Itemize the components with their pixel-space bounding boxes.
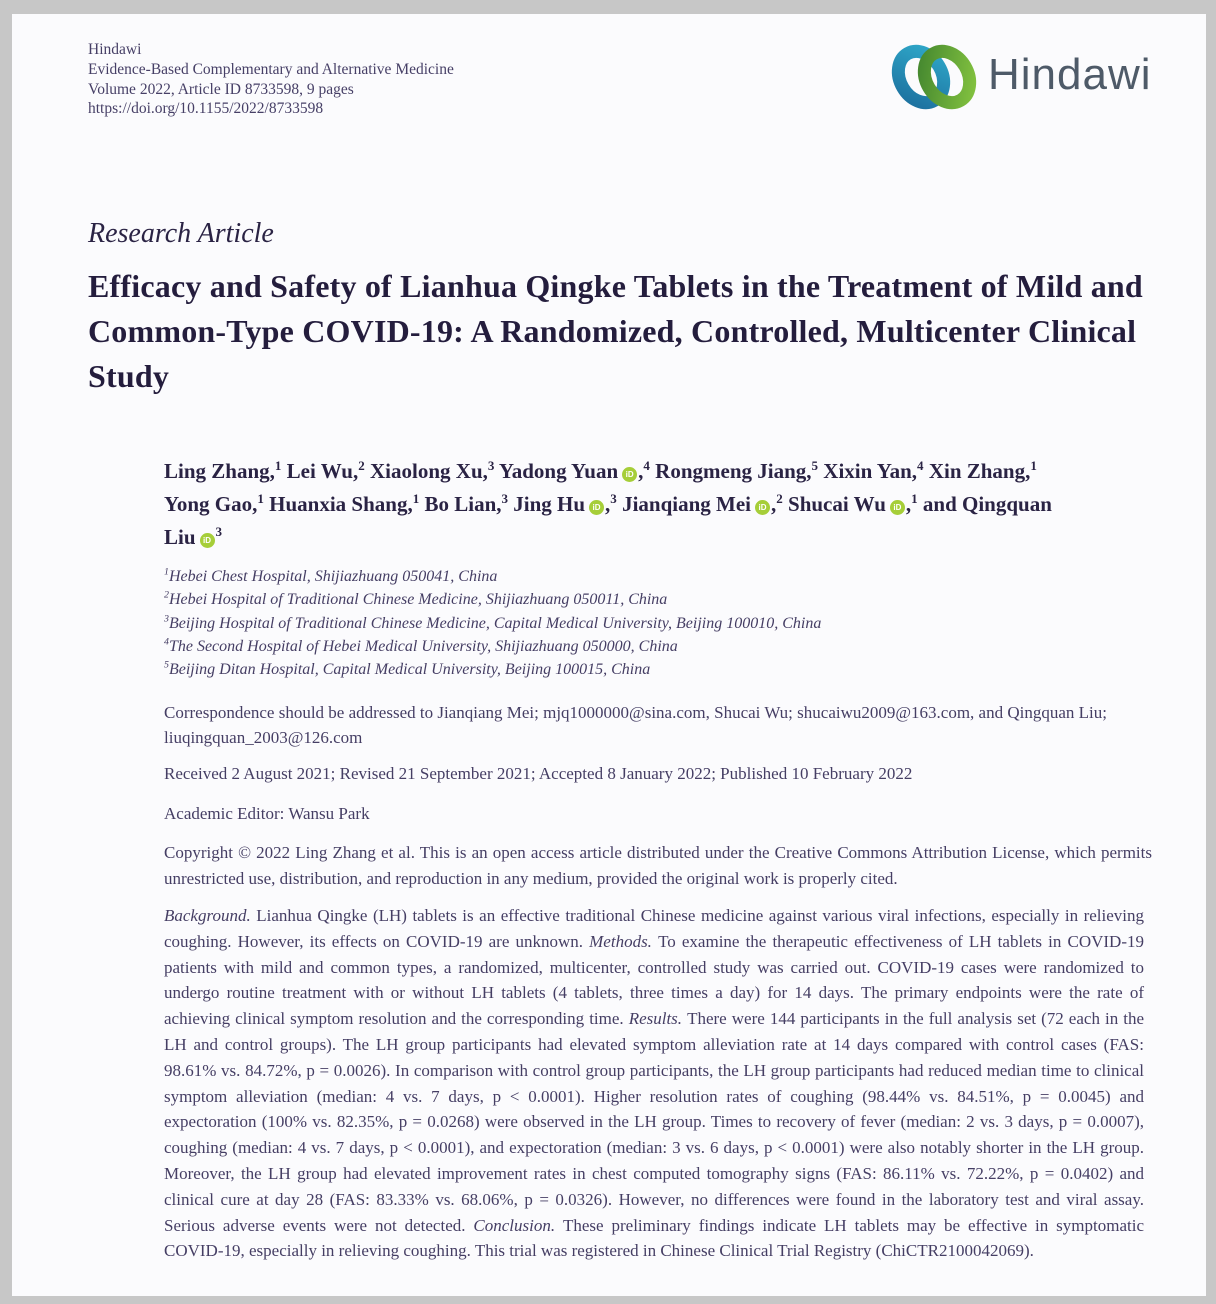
publisher-name: Hindawi [88, 41, 142, 58]
orcid-icon[interactable]: iD [890, 500, 905, 515]
author-affiliation-number: 3 [610, 491, 617, 506]
hindawi-rings-icon [888, 40, 980, 114]
copyright-notice: Copyright © 2022 Ling Zhang et al. This is an open access article distributed under the Creative Commons Attribution License, which permits unrestricted use, distribution, and reproduction in any medium, provided the original work is properly cited. [164, 843, 1152, 888]
affiliation-number: 5 [164, 659, 169, 671]
abstract-section-label: Conclusion. [473, 1215, 563, 1235]
author-name: Huanxia Shang [269, 492, 408, 516]
author-affiliation-number: 1 [257, 491, 264, 506]
author-name: Yadong Yuan [498, 459, 619, 483]
hindawi-wordmark: Hindawi [988, 50, 1152, 99]
affiliation-line: $^1$Hebei Chest Hospital, Shijiazhuang 050041, China [164, 566, 498, 585]
author-affiliation-number: 1 [1030, 458, 1037, 473]
affiliation-number: 1 [164, 566, 169, 578]
abstract-section-text: Lianhua Qingke (LH) tablets is an effective traditional Chinese medicine against various viral infections, especially in relieving coughing. However, its effects on COVID-19 are unknown. [164, 906, 1144, 951]
abstract-section-label: Methods. [589, 931, 659, 951]
author-name: Jing Hu [513, 492, 586, 516]
abstract-section-label: Background. [164, 906, 257, 925]
author-affiliation-number: 3 [501, 491, 509, 506]
affiliation-line: $^4$The Second Hospital of Hebei Medical University, Shijiazhuang 050000, China [164, 636, 678, 655]
doi-link[interactable]: https://doi.org/10.1155/2022/8733598 [88, 100, 324, 118]
orcid-icon[interactable]: iD [755, 500, 770, 515]
author-name: Rongmeng Jiang [655, 459, 807, 483]
affiliation-number: 2 [164, 589, 169, 601]
abstract-section-text: There were 144 participants in the full analysis set (72 each in the LH and control groups). The LH group participants had elevated symptom alleviation rate at 14 days compared with control cases (FAS: 98.61% vs. 84.72%, p = 0.0026). In comparison with control group participants, the LH group participants had reduced median time to clinical symptom alleviation (median: 4 vs. 7 days, p < 0.0001). Higher resolution rates of coughing (98.44% vs. 84.51%, p = 0.0045) and expectoration (100% vs. 82.35%, p = 0.0268) were observed in the LH group. Times to recovery of fever (median: 2 vs. 3 days, p = 0.0007), coughing (median: 4 vs. 7 days, p < 0.0001), and expectoration (median: 3 vs. 6 days, p < 0.0001) were also notably shorter in the LH group. Moreover, the LH group had elevated improvement rates in chest computed tomography signs (FAS: 86.11% vs. 72.22%, p = 0.0402) and clinical cure at day 28 (FAS: 83.33% vs. 68.06%, p = 0.0326). However, no differences were found in the laboratory test and viral assay. Serious adverse events were not detected. [164, 1009, 1145, 1235]
orcid-icon[interactable]: iD [622, 467, 637, 482]
author-affiliation-number: 1 [412, 491, 420, 506]
author-name: Xixin Yan [823, 459, 912, 483]
author-affiliation-number: 4 [643, 458, 650, 473]
orcid-icon[interactable]: iD [589, 500, 604, 515]
article-title: Efficacy and Safety of Lianhua Qingke Tablets in the Treatment of Mild and Common-Type COVID-19: A Randomized, Controlled, Multicenter Clinical Study [88, 268, 1143, 394]
affiliations-block [164, 565, 821, 681]
affiliation-line: $^2$Hebei Hospital of Traditional Chinese Medicine, Shijiazhuang 050011, China [164, 589, 668, 609]
article-type-label: Research Article [88, 218, 274, 249]
author-name: Jianqiang Mei [622, 492, 751, 516]
abstract-section-label: Results. [628, 1009, 688, 1029]
author-affiliation-number: 3 [487, 458, 495, 473]
orcid-icon[interactable]: iD [200, 533, 215, 548]
author-name: Xiaolong Xu [370, 459, 483, 483]
authors-line: Ling Zhang,$^1$ Lei Wu,$^2$ Xiaolong Xu,$^3$ Yadong Yuan iD ,$^4$ Rongmeng Jiang,$^5$ Xixin Yan,$^4$ Xin Zhang,$^1$ Yong Gao,$^1$ Huanxia Shang,$^1$ Bo Lian,$^3$ Jing Hu iD ,$^3$ Jianqiang Mei iD ,$^2$ Shucai Wu iD ,$^1$ and Qingquan Liu $iD^3$ [164, 458, 1052, 549]
academic-editor: Academic Editor: Wansu Park [164, 804, 370, 823]
author-affiliation-number: 2 [776, 491, 783, 506]
affiliation-line: $^3$Beijing Hospital of Traditional Chinese Medicine, Capital Medical University, Beijing 100010, China [164, 613, 822, 632]
affiliation-number: 4 [164, 636, 169, 648]
affiliation-number: 3 [164, 613, 169, 625]
abstract-text [164, 903, 1144, 1264]
author-name: Ling Zhang [164, 459, 270, 483]
author-affiliation-number: 4 [917, 458, 924, 473]
article-history: Received 2 August 2021; Revised 21 September 2021; Accepted 8 January 2022; Published 10 February 2022 [164, 764, 913, 783]
author-affiliation-number: 1 [911, 491, 918, 506]
author-affiliation-number: 3 [215, 524, 223, 539]
author-name: Lei Wu [286, 459, 353, 483]
author-affiliation-number: 5 [811, 458, 819, 473]
abstract-section-text: To examine the therapeutic effectiveness of LH tablets in COVID-19 patients with mild and common types, a randomized, multicenter, controlled study was carried out. COVID-19 cases were randomized to undergo routine treatment with or without LH tablets (4 tablets, three times a day) for 14 days. The primary endpoints were the rate of achieving clinical symptom resolution and the corresponding time. [164, 931, 1144, 1029]
volume-info: Volume 2022, Article ID 8733598, 9 pages [88, 80, 354, 98]
abstract-section-text: These preliminary findings indicate LH tablets may be effective in symptomatic COVID-19, especially in relieving coughing. This trial was registered in Chinese Clinical Trial Registry (ChiCTR2100042069). [164, 1215, 1144, 1261]
author-name: Yong Gao [164, 492, 253, 516]
affiliation-line: $^5$Beijing Ditan Hospital, Capital Medical University, Beijing 100015, China [164, 659, 651, 679]
author-affiliation-number: 1 [274, 458, 282, 473]
author-name: Qingquan Liu [164, 492, 1052, 549]
hindawi-logo [888, 38, 1188, 116]
correspondence-note: Correspondence should be addressed to Jianqiang Mei; mjq1000000@sina.com, Shucai Wu; shucaiwu2009@163.com, and Qingquan Liu; liuqingquan_2003@126.com [164, 703, 1107, 747]
journal-header [88, 40, 454, 119]
author-name: Bo Lian [424, 492, 497, 516]
author-name: Shucai Wu [788, 492, 886, 516]
article-page [12, 14, 1206, 1296]
author-name: Xin Zhang [928, 459, 1026, 483]
journal-name: Evidence-Based Complementary and Alternative Medicine [88, 60, 454, 78]
author-affiliation-number: 2 [358, 458, 365, 473]
